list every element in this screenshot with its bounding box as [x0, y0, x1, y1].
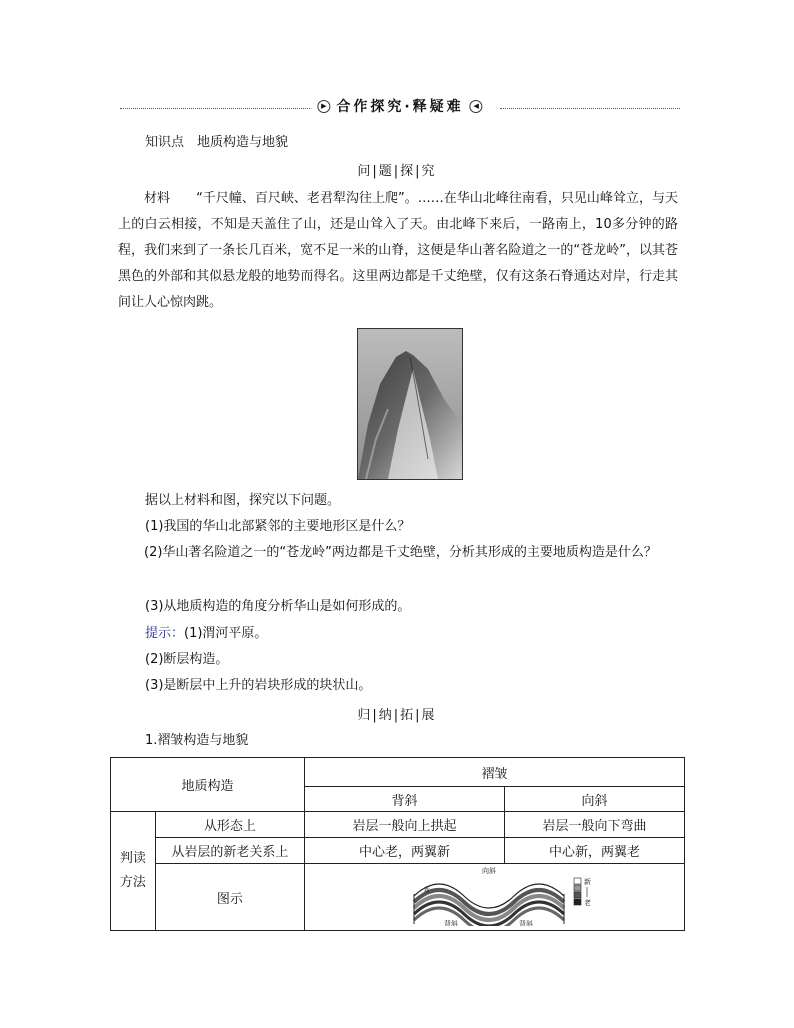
legend-old: 老 — [583, 899, 591, 907]
table-row2-anticline: 中心老，两翼新 — [305, 838, 505, 864]
table-row — [111, 864, 685, 931]
mountain-photo — [357, 328, 463, 480]
answer-2: (2)断层构造。 — [145, 652, 229, 667]
fold-structure-table — [110, 757, 685, 931]
section-heading-summary: 归|纳|拓|展 — [357, 708, 437, 723]
diagram-label-anticline-1: 背斜 — [443, 920, 458, 926]
fold-diagram — [310, 864, 680, 926]
question-1: (1)我国的华山北部紧邻的主要地形区是什么？ — [145, 519, 411, 534]
section-header — [120, 96, 680, 120]
answer-1 — [145, 625, 267, 643]
table-row1-anticline: 岩层一般向上拱起 — [305, 812, 505, 838]
method-line-2: 方法 — [119, 875, 146, 890]
table-row — [111, 758, 685, 787]
answer-label: 提示： — [145, 626, 185, 641]
right-arrow-circle-icon: ▶ — [317, 100, 330, 113]
left-arrow-circle-icon: ◀ — [470, 100, 483, 113]
table-row — [111, 838, 685, 864]
header-title: 合作探究·释疑难 — [336, 99, 464, 115]
header-divider-right — [500, 108, 680, 109]
material-text: “千尺幢、百尺峡、老君犁沟往上爬”。……在华山北峰往南看，只见山峰耸立，与天上的白云相接，不知是天盖住了山，还是山耸入了天。由北峰下来后，一路南上，10多分钟的路程，我们来到了一条长几百米，宽不足一米的山脊，这便是华山著名险道之一的“苍龙岭”，以其苍黑色的外部和其似悬龙般的地势而得名。这里两边都是千丈绝壁，仅有这条石脊通达对岸，行走其间让人心惊肉跳。 — [118, 191, 678, 310]
table-header-syncline: 向斜 — [505, 787, 685, 812]
legend-new: 新 — [583, 878, 591, 886]
header-divider-left — [120, 108, 320, 109]
table-header-geo: 地质构造 — [111, 758, 305, 812]
material-paragraph — [118, 186, 678, 316]
table-row3-label: 图示 — [155, 864, 304, 931]
subsection-title: 1.褶皱构造与地貌 — [145, 733, 249, 748]
table-method-cell — [111, 812, 156, 931]
diagram-label-new: 新 — [423, 887, 430, 894]
answer-1-text: (1)渭河平原。 — [184, 626, 268, 641]
diagram-legend — [574, 877, 591, 907]
fold-diagram-cell — [305, 864, 685, 931]
inquiry-prompt: 据以上材料和图，探究以下问题。 — [145, 493, 341, 508]
table-row2-syncline: 中心新，两翼老 — [505, 838, 685, 864]
question-3: (3)从地质构造的角度分析华山是如何形成的。 — [145, 599, 411, 614]
mountain-photo-graphic — [358, 329, 462, 479]
table-header-anticline: 背斜 — [305, 787, 505, 812]
table-row — [111, 812, 685, 838]
header-title-group — [311, 96, 488, 116]
material-label: 材料 — [144, 191, 171, 206]
knowledge-point: 知识点 地质构造与地貌 — [145, 135, 289, 150]
table-row2-label: 从岩层的新老关系上 — [155, 838, 304, 864]
table-row1-syncline: 岩层一般向下弯曲 — [505, 812, 685, 838]
diagram-label-syncline: 向斜 — [481, 867, 496, 875]
question-2: (2)华山著名险道之一的“苍龙岭”两边都是千丈绝壁，分析其形成的主要地质构造是什么？ — [144, 545, 657, 560]
method-line-1: 判读 — [119, 851, 146, 866]
answer-3: (3)是断层中上升的岩块形成的块状山。 — [145, 678, 372, 693]
section-heading-inquiry: 问|题|探|究 — [357, 164, 437, 179]
table-header-fold: 褶皱 — [305, 758, 685, 787]
diagram-label-anticline-2: 背斜 — [518, 920, 533, 926]
table-row1-label: 从形态上 — [155, 812, 304, 838]
